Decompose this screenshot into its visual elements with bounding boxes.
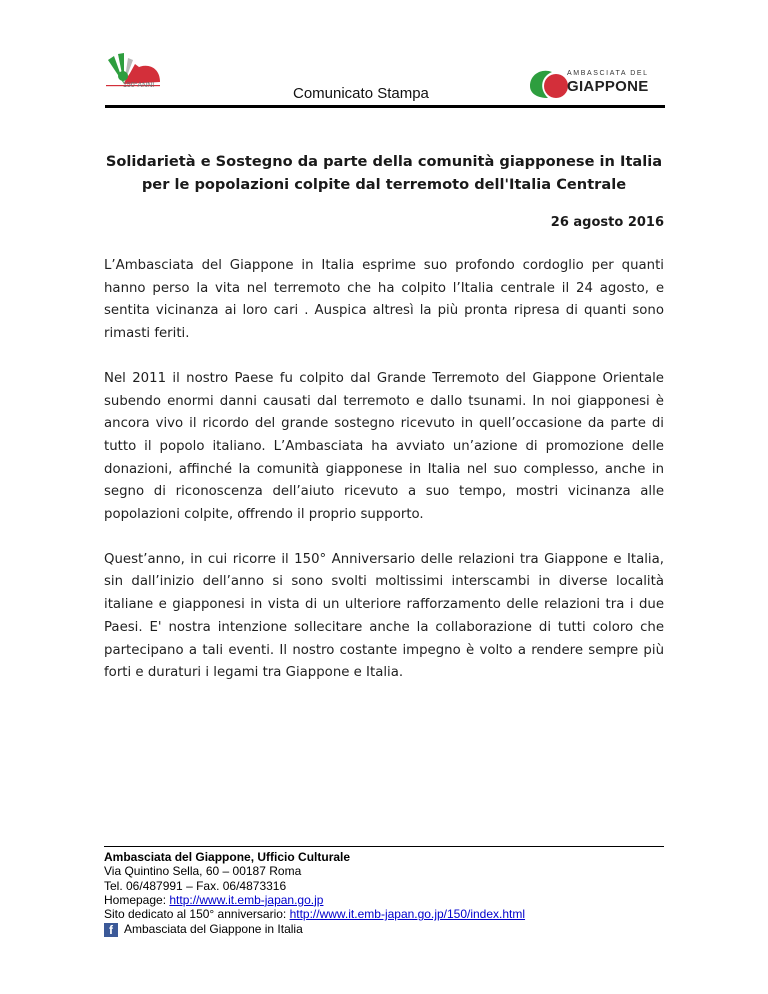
document-date: 26 agosto 2016	[550, 215, 664, 230]
facebook-icon[interactable]: f	[104, 923, 118, 937]
document-body	[104, 255, 664, 707]
press-release-label: Comunicato Stampa	[293, 85, 429, 102]
title-line-2: per le popolazioni colpite dal terremoto dell'Italia Centrale	[141, 176, 627, 193]
embassy-logo-big-text: GIAPPONE	[567, 78, 649, 95]
title-line-1: Solidarietà e Sostegno da parte della comunità giapponese in Italia	[105, 153, 663, 170]
homepage-label: Homepage:	[104, 892, 170, 907]
anniversary-logo-text: 150°ANNI	[123, 82, 155, 89]
footer-homepage	[104, 893, 664, 907]
homepage-link[interactable]: http://www.it.emb-japan.go.jp	[169, 892, 324, 907]
paragraph-2: Nel 2011 il nostro Paese fu colpito dal Grande Terremoto del Giappone Orientale subendo enormi danni causati dal terremoto e dallo tsunami. In noi giapponesi è ancora vivo il ricordo del grande sostegno ricevuto in quell’occasione da parte di tutto il popolo italiano. L’Ambasciata ha avviato un’azione di promozione delle donazioni, affinché la comunità giapponese in Italia nel suo complesso, anche in segno di riconoscenza dell’aiuto ricevuto a suo tempo, mostri vicinanza alle popolazioni colpite, offrendo il proprio supporto.	[104, 370, 664, 523]
header-divider	[105, 105, 665, 108]
footer-divider	[104, 846, 664, 847]
paragraph-1: L’Ambasciata del Giappone in Italia esprime suo profondo cordoglio per quanti hanno perso la vita nel terremoto che ha colpito l’Italia centrale il 24 agosto, e sentita vicinanza ai loro cari . Auspica altresì la più pronta ripresa di quanti sono rimasti feriti.	[104, 258, 664, 342]
footer	[104, 846, 664, 937]
embassy-logo-small-text: AMBASCIATA DEL	[567, 70, 649, 77]
footer-address: Via Quintino Sella, 60 – 00187 Roma	[104, 864, 302, 879]
footer-facebook	[104, 922, 664, 936]
facebook-label: Ambasciata del Giappone in Italia	[124, 922, 303, 937]
paragraph-3: Quest’anno, in cui ricorre il 150° Anniversario delle relazioni tra Giappone e Italia, sin dall’inizio dell’anno si sono svolti moltissimi interscambi in diverse località italiane e giapponesi in vista di un ulteriore rafforzamento delle relazioni tra i due Paesi. E' nostra intenzione sollecitare anche la collaborazione di tutti coloro che partecipano a tali eventi. Il nostro costante impegno è volto a rendere sempre più forti e duraturi i legami tra Giappone e Italia.	[104, 551, 664, 681]
footer-phone: Tel. 06/487991 – Fax. 06/4873316	[104, 878, 287, 893]
site150-link[interactable]: http://www.it.emb-japan.go.jp/150/index.html	[289, 907, 526, 922]
footer-site150	[104, 907, 664, 921]
site150-label: Sito dedicato al 150° anniversario:	[104, 907, 290, 922]
footer-org: Ambasciata del Giappone, Ufficio Culturale	[104, 850, 351, 864]
document-title	[104, 150, 664, 196]
